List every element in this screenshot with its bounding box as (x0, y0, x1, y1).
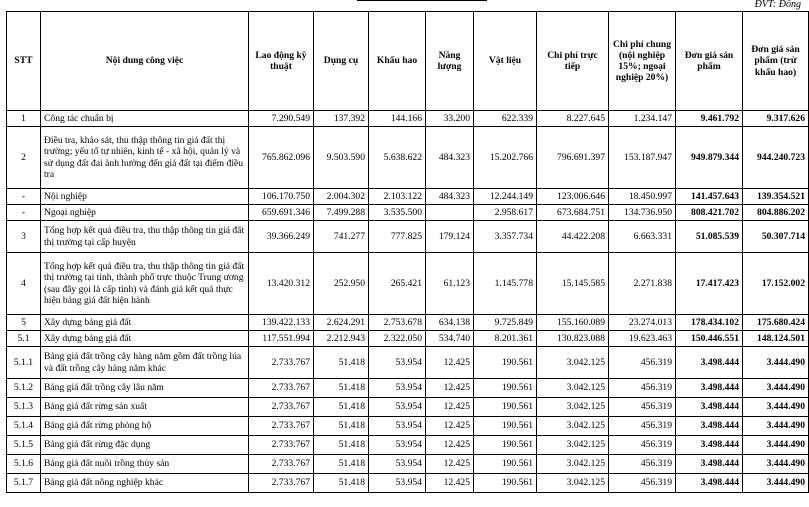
cell-description: Tổng hợp kết quả điều tra, thu thập thông tin giá đất thị trường tại cấp huyện (41, 221, 249, 253)
cell-stt: - (7, 205, 41, 221)
cell-value: 51.418 (314, 379, 369, 398)
cell-price: 3.498.444 (676, 398, 743, 417)
cell-value: 13.420.312 (249, 253, 314, 315)
cell-price: 3.498.444 (676, 417, 743, 436)
cell-description: Tổng hợp kết quả điều tra, thu thập thông tin giá đất thị trường tại tỉnh, thành phố trực thuộc Trung ương (sau đây gọi là cấp tỉnh) và đánh giá kết quả thực hiện bảng giá đất hiện hành (41, 253, 249, 315)
cell-stt: 5.1 (7, 331, 41, 347)
cell-price: 50.307.714 (743, 221, 809, 253)
cell-price: 3.444.490 (743, 417, 809, 436)
cell-value: 9.725.849 (474, 315, 537, 331)
cell-value: 51.418 (314, 436, 369, 455)
table-row (7, 417, 809, 436)
cell-value: 123.006.646 (537, 189, 609, 205)
cell-value: 2.004.302 (314, 189, 369, 205)
cell-value: 2.958.617 (474, 205, 537, 221)
cell-value: 3.042.125 (537, 436, 609, 455)
cell-description: Xây dựng bảng giá đất (41, 331, 249, 347)
table-row (7, 205, 809, 221)
cell-value: 51.418 (314, 455, 369, 474)
col-header-unit-price-net: Đơn giá sản phẩm (trừ khấu hao) (743, 12, 809, 111)
table-row (7, 111, 809, 127)
cell-value: 61.123 (426, 253, 474, 315)
cell-value: 456.319 (609, 455, 676, 474)
cell-price: 3.444.490 (743, 455, 809, 474)
cell-value: 51.418 (314, 347, 369, 379)
cell-value: 3.042.125 (537, 379, 609, 398)
cell-stt: 5.1.1 (7, 347, 41, 379)
cell-price: 3.444.490 (743, 347, 809, 379)
cell-value: 741.277 (314, 221, 369, 253)
cell-value: 33.200 (426, 111, 474, 127)
table-row (7, 474, 809, 493)
cost-table (6, 11, 809, 493)
col-header-tools: Dụng cụ (314, 12, 369, 111)
cell-value: 12.425 (426, 398, 474, 417)
table-row (7, 315, 809, 331)
cell-value: 12.425 (426, 455, 474, 474)
cell-price: 944.240.723 (743, 127, 809, 189)
col-header-energy: Năng lượng (426, 12, 474, 111)
cell-value: 534.740 (426, 331, 474, 347)
cell-value: 2.753.678 (369, 315, 426, 331)
cell-stt: 1 (7, 111, 41, 127)
cell-value: 23.274.013 (609, 315, 676, 331)
cell-value: 144.166 (369, 111, 426, 127)
col-header-direct-cost: Chi phí trực tiếp (537, 12, 609, 111)
cell-price: 3.498.444 (676, 347, 743, 379)
cell-price: 3.444.490 (743, 436, 809, 455)
cell-value: 15.145.585 (537, 253, 609, 315)
cell-value: 12.425 (426, 347, 474, 379)
cell-description: Bảng giá đất nuôi trồng thủy sản (41, 455, 249, 474)
cell-value: 190.561 (474, 379, 537, 398)
cell-value: 3.042.125 (537, 417, 609, 436)
cell-description: Bảng giá đất rừng đặc dụng (41, 436, 249, 455)
table-row (7, 436, 809, 455)
cell-value: 2.733.767 (249, 417, 314, 436)
cell-value: 1.145.778 (474, 253, 537, 315)
cell-value: 12.425 (426, 474, 474, 493)
col-header-depreciation: Khấu hao (369, 12, 426, 111)
cell-value: 53.954 (369, 474, 426, 493)
cell-description: Bảng giá đất rừng phòng hộ (41, 417, 249, 436)
cell-value: 53.954 (369, 379, 426, 398)
cell-description: Xây dựng bảng giá đất (41, 315, 249, 331)
cell-value: 190.561 (474, 455, 537, 474)
cell-value: 117.551.994 (249, 331, 314, 347)
col-header-content: Nội dung công việc (41, 12, 249, 111)
table-row (7, 398, 809, 417)
cell-value: 155.160.089 (537, 315, 609, 331)
table-row (7, 253, 809, 315)
cell-value: 139.422.133 (249, 315, 314, 331)
cell-value: 190.561 (474, 436, 537, 455)
cell-price: 949.879.344 (676, 127, 743, 189)
cell-description: Bảng giá đất nông nghiệp khác (41, 474, 249, 493)
cell-price: 3.498.444 (676, 455, 743, 474)
cell-stt: 4 (7, 253, 41, 315)
cell-value: 659.691.346 (249, 205, 314, 221)
cell-price: 150.446.551 (676, 331, 743, 347)
cell-price: 808.421.702 (676, 205, 743, 221)
cell-stt: 5 (7, 315, 41, 331)
cell-value: 456.319 (609, 436, 676, 455)
cell-stt: 5.1.5 (7, 436, 41, 455)
cell-stt: 5.1.4 (7, 417, 41, 436)
cell-stt: 3 (7, 221, 41, 253)
cell-value: 3.042.125 (537, 474, 609, 493)
cell-description: Điều tra, khảo sát, thu thập thông tin giá đất thị trường; yếu tố tự nhiên, kinh tế - xã hội, quản lý và sử dụng đất đai ảnh hưởng đến giá đất tại điểm điều tra (41, 127, 249, 189)
cell-price: 141.457.643 (676, 189, 743, 205)
cell-value: 190.561 (474, 347, 537, 379)
cell-value: 456.319 (609, 474, 676, 493)
cell-value: 3.042.125 (537, 347, 609, 379)
cell-price: 51.085.539 (676, 221, 743, 253)
cell-value: 53.954 (369, 417, 426, 436)
cell-value: 9.503.590 (314, 127, 369, 189)
cell-value: 137.392 (314, 111, 369, 127)
cell-value: 2.733.767 (249, 379, 314, 398)
cell-value: 7.499.288 (314, 205, 369, 221)
col-header-general-cost: Chi phí chung (nội nghiệp 15%; ngoại nghiệp 20%) (609, 12, 676, 111)
cell-value (426, 205, 474, 221)
cell-value: 252.950 (314, 253, 369, 315)
cell-price: 9.461.792 (676, 111, 743, 127)
cell-value: 3.357.734 (474, 221, 537, 253)
cell-value: 53.954 (369, 455, 426, 474)
cell-value: 18.450.997 (609, 189, 676, 205)
cell-value: 190.561 (474, 474, 537, 493)
cell-stt: 5.1.3 (7, 398, 41, 417)
cell-value: 673.684.751 (537, 205, 609, 221)
cell-value: 8.201.361 (474, 331, 537, 347)
header-row (7, 12, 809, 111)
cell-value: 53.954 (369, 436, 426, 455)
table-row (7, 347, 809, 379)
cell-value: 8.227.645 (537, 111, 609, 127)
cell-stt: - (7, 189, 41, 205)
cell-price: 804.886.202 (743, 205, 809, 221)
cell-value: 622.339 (474, 111, 537, 127)
cell-value: 130.823.088 (537, 331, 609, 347)
cell-price: 148.124.501 (743, 331, 809, 347)
cell-price: 139.354.521 (743, 189, 809, 205)
cell-price: 175.680.424 (743, 315, 809, 331)
cell-price: 9.317.626 (743, 111, 809, 127)
cell-value: 39.366.249 (249, 221, 314, 253)
cell-value: 44.422.208 (537, 221, 609, 253)
cell-value: 7.290.549 (249, 111, 314, 127)
cell-value: 2.624.291 (314, 315, 369, 331)
cell-price: 3.498.444 (676, 379, 743, 398)
cell-description: Bảng giá đất rừng sản xuất (41, 398, 249, 417)
col-header-unit-price: Đơn giá sản phẩm (676, 12, 743, 111)
cell-price: 3.444.490 (743, 398, 809, 417)
cell-value: 134.736.950 (609, 205, 676, 221)
cell-value: 265.421 (369, 253, 426, 315)
cell-value: 179.124 (426, 221, 474, 253)
cell-stt: 5.1.6 (7, 455, 41, 474)
cell-price: 3.498.444 (676, 474, 743, 493)
cell-stt: 5.1.2 (7, 379, 41, 398)
cell-price: 3.498.444 (676, 436, 743, 455)
cell-price: 17.152.002 (743, 253, 809, 315)
cell-value: 15.202.766 (474, 127, 537, 189)
cell-value: 12.425 (426, 436, 474, 455)
cell-value: 456.319 (609, 398, 676, 417)
cell-value: 2.733.767 (249, 474, 314, 493)
cell-value: 3.042.125 (537, 398, 609, 417)
cell-value: 51.418 (314, 417, 369, 436)
cell-value: 2.733.767 (249, 436, 314, 455)
cell-value: 6.663.331 (609, 221, 676, 253)
cell-value: 796.691.397 (537, 127, 609, 189)
cell-value: 2.271.838 (609, 253, 676, 315)
cell-price: 3.444.490 (743, 474, 809, 493)
cell-description: Bảng giá đất trồng cây hàng năm gồm đất trồng lúa và đất trồng cây hàng năm khác (41, 347, 249, 379)
table-row (7, 455, 809, 474)
cell-value: 3.042.125 (537, 455, 609, 474)
cell-value: 765.862.096 (249, 127, 314, 189)
top-rule (357, 0, 487, 1)
unit-label: ĐVT: Đồng (754, 0, 801, 10)
table-row (7, 127, 809, 189)
cell-description: Bảng giá đất trồng cây lâu năm (41, 379, 249, 398)
col-header-materials: Vật liệu (474, 12, 537, 111)
cell-value: 190.561 (474, 398, 537, 417)
cell-description: Ngoại nghiệp (41, 205, 249, 221)
cell-value: 2.733.767 (249, 455, 314, 474)
cell-value: 1.234.147 (609, 111, 676, 127)
cell-value: 51.418 (314, 474, 369, 493)
table-row (7, 379, 809, 398)
cell-value: 12.425 (426, 379, 474, 398)
cell-value: 51.418 (314, 398, 369, 417)
cell-stt: 5.1.7 (7, 474, 41, 493)
cell-value: 2.212.943 (314, 331, 369, 347)
cell-price: 17.417.423 (676, 253, 743, 315)
cell-value: 12.425 (426, 417, 474, 436)
cell-value: 2.733.767 (249, 398, 314, 417)
table-row (7, 221, 809, 253)
cell-value: 2.103.122 (369, 189, 426, 205)
cell-value: 12.244.149 (474, 189, 537, 205)
cell-value: 53.954 (369, 347, 426, 379)
cell-value: 634.138 (426, 315, 474, 331)
cell-value: 456.319 (609, 417, 676, 436)
cell-value: 19.623.463 (609, 331, 676, 347)
cell-price: 178.434.102 (676, 315, 743, 331)
cell-stt: 2 (7, 127, 41, 189)
cell-value: 2.322.050 (369, 331, 426, 347)
cell-value: 5.638.622 (369, 127, 426, 189)
cell-value: 2.733.767 (249, 347, 314, 379)
cell-value: 456.319 (609, 379, 676, 398)
cell-value: 777.825 (369, 221, 426, 253)
col-header-labor: Lao động kỹ thuật (249, 12, 314, 111)
cell-value: 484.323 (426, 189, 474, 205)
col-header-stt: STT (7, 12, 41, 111)
cell-description: Công tác chuẩn bị (41, 111, 249, 127)
cell-description: Nội nghiệp (41, 189, 249, 205)
table-row (7, 331, 809, 347)
cell-value: 190.561 (474, 417, 537, 436)
cell-value: 106.170.750 (249, 189, 314, 205)
cell-value: 3.535.500 (369, 205, 426, 221)
cell-value: 153.187.947 (609, 127, 676, 189)
cell-value: 484.323 (426, 127, 474, 189)
cell-price: 3.444.490 (743, 379, 809, 398)
table-row (7, 189, 809, 205)
cell-value: 456.319 (609, 347, 676, 379)
cell-value: 53.954 (369, 398, 426, 417)
